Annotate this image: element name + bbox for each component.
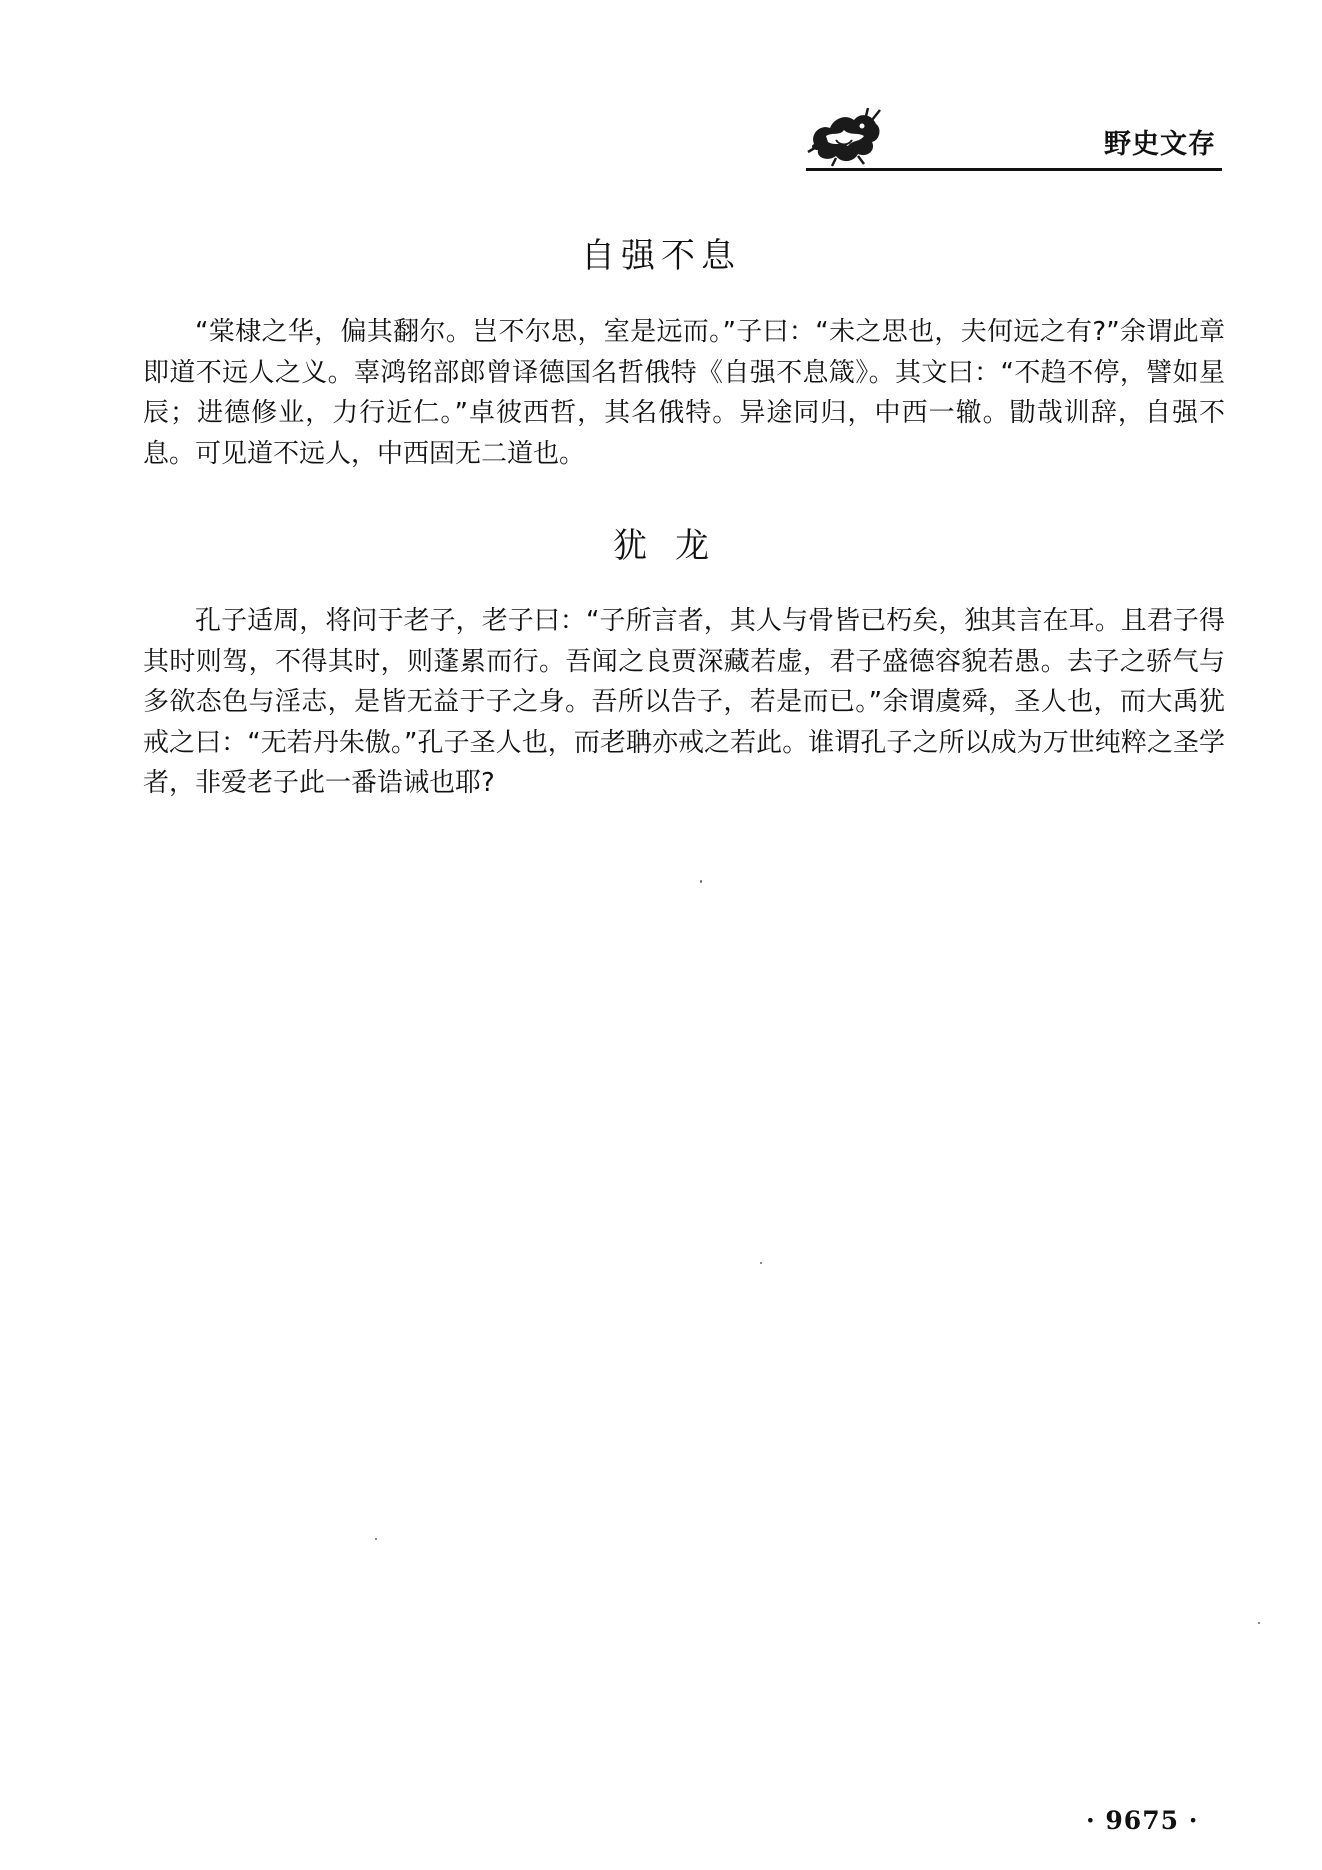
section-title: 犹龙 (613, 526, 737, 566)
page-number: · 9675 · (1086, 1806, 1199, 1835)
scan-speck (375, 1538, 377, 1540)
dragon-emblem-icon (806, 106, 884, 168)
scan-speck (700, 880, 702, 883)
scan-speck (760, 1262, 762, 1264)
running-header-title: 野史文存 (1104, 129, 1216, 160)
section-body: “棠棣之华，偏其翻尔。岂不尔思，室是远而。”子曰：“未之思也，夫何远之有?”余谓此章即道不远人之义。辜鸿铭部郎曾译德国名哲俄特《自强不息箴》。其文曰：“不趋不停，譬如星辰；进德修业，力行近仁。”卓彼西哲，其名俄特。异途同归，中西一辙。勖哉训辞，自强不息。可见道不远人，中西固无二道也。 (143, 317, 1225, 469)
section-title: 自强不息 (581, 236, 741, 276)
scan-speck (1258, 1622, 1260, 1624)
running-header (806, 102, 1222, 174)
header-rule (806, 168, 1222, 171)
section-body: 孔子适周，将问于老子，老子曰：“子所言者，其人与骨皆已朽矣，独其言在耳。且君子得其时则驾，不得其时，则蓬累而行。吾闻之良贾深藏若虚，君子盛德容貌若愚。去子之骄气与多欲态色与淫志，是皆无益于子之身。吾所以告子，若是而已。”余谓虞舜，圣人也，而大禹犹戒之曰：“无若丹朱傲。”孔子圣人也，而老聃亦戒之若此。谁谓孔子之所以成为万世纯粹之圣学者，非爱老子此一番诰诫也耶? (143, 606, 1225, 798)
